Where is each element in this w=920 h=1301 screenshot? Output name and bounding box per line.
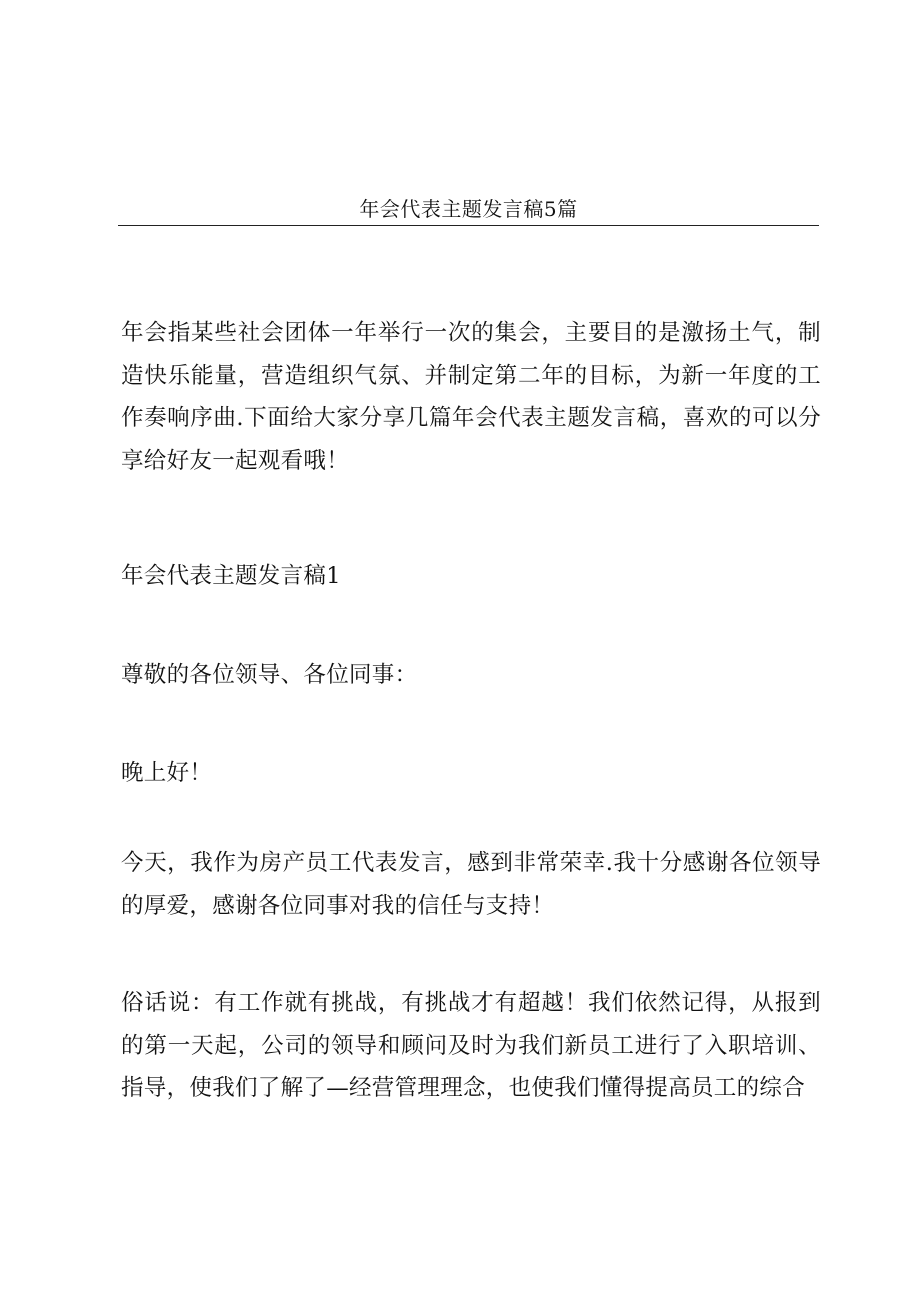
- today-paragraph: 今天，我作为房产员工代表发言，感到非常荣幸.我十分感谢各位领导的厚爱，感谢各位同事对我的信任与支持！: [121, 850, 821, 919]
- evening-greeting: 晚上好！: [121, 760, 213, 786]
- document-title: 年会代表主题发言稿5篇: [359, 197, 578, 221]
- document-header: [118, 195, 819, 226]
- intro-paragraph: 年会指某些社会团体一年举行一次的集会，主要目的是激扬土气，制造快乐能量，营造组织气氛、并制定第二年的目标，为新一年度的工作奏响序曲.下面给大家分享几篇年会代表主题发言稿，喜欢的可以分享给好友一起观看哦！: [121, 320, 821, 474]
- saying-paragraph: 俗话说：有工作就有挑战，有挑战才有超越！我们依然记得，从报到的第一天起，公司的领导和顾问及时为我们新员工进行了入职培训、指导，使我们了解了—经营管理理念，也使我们懂得提高员工的综合: [121, 990, 821, 1101]
- section-subtitle: 年会代表主题发言稿1: [121, 563, 341, 589]
- greeting-paragraph: 尊敬的各位领导、各位同事：: [121, 662, 418, 688]
